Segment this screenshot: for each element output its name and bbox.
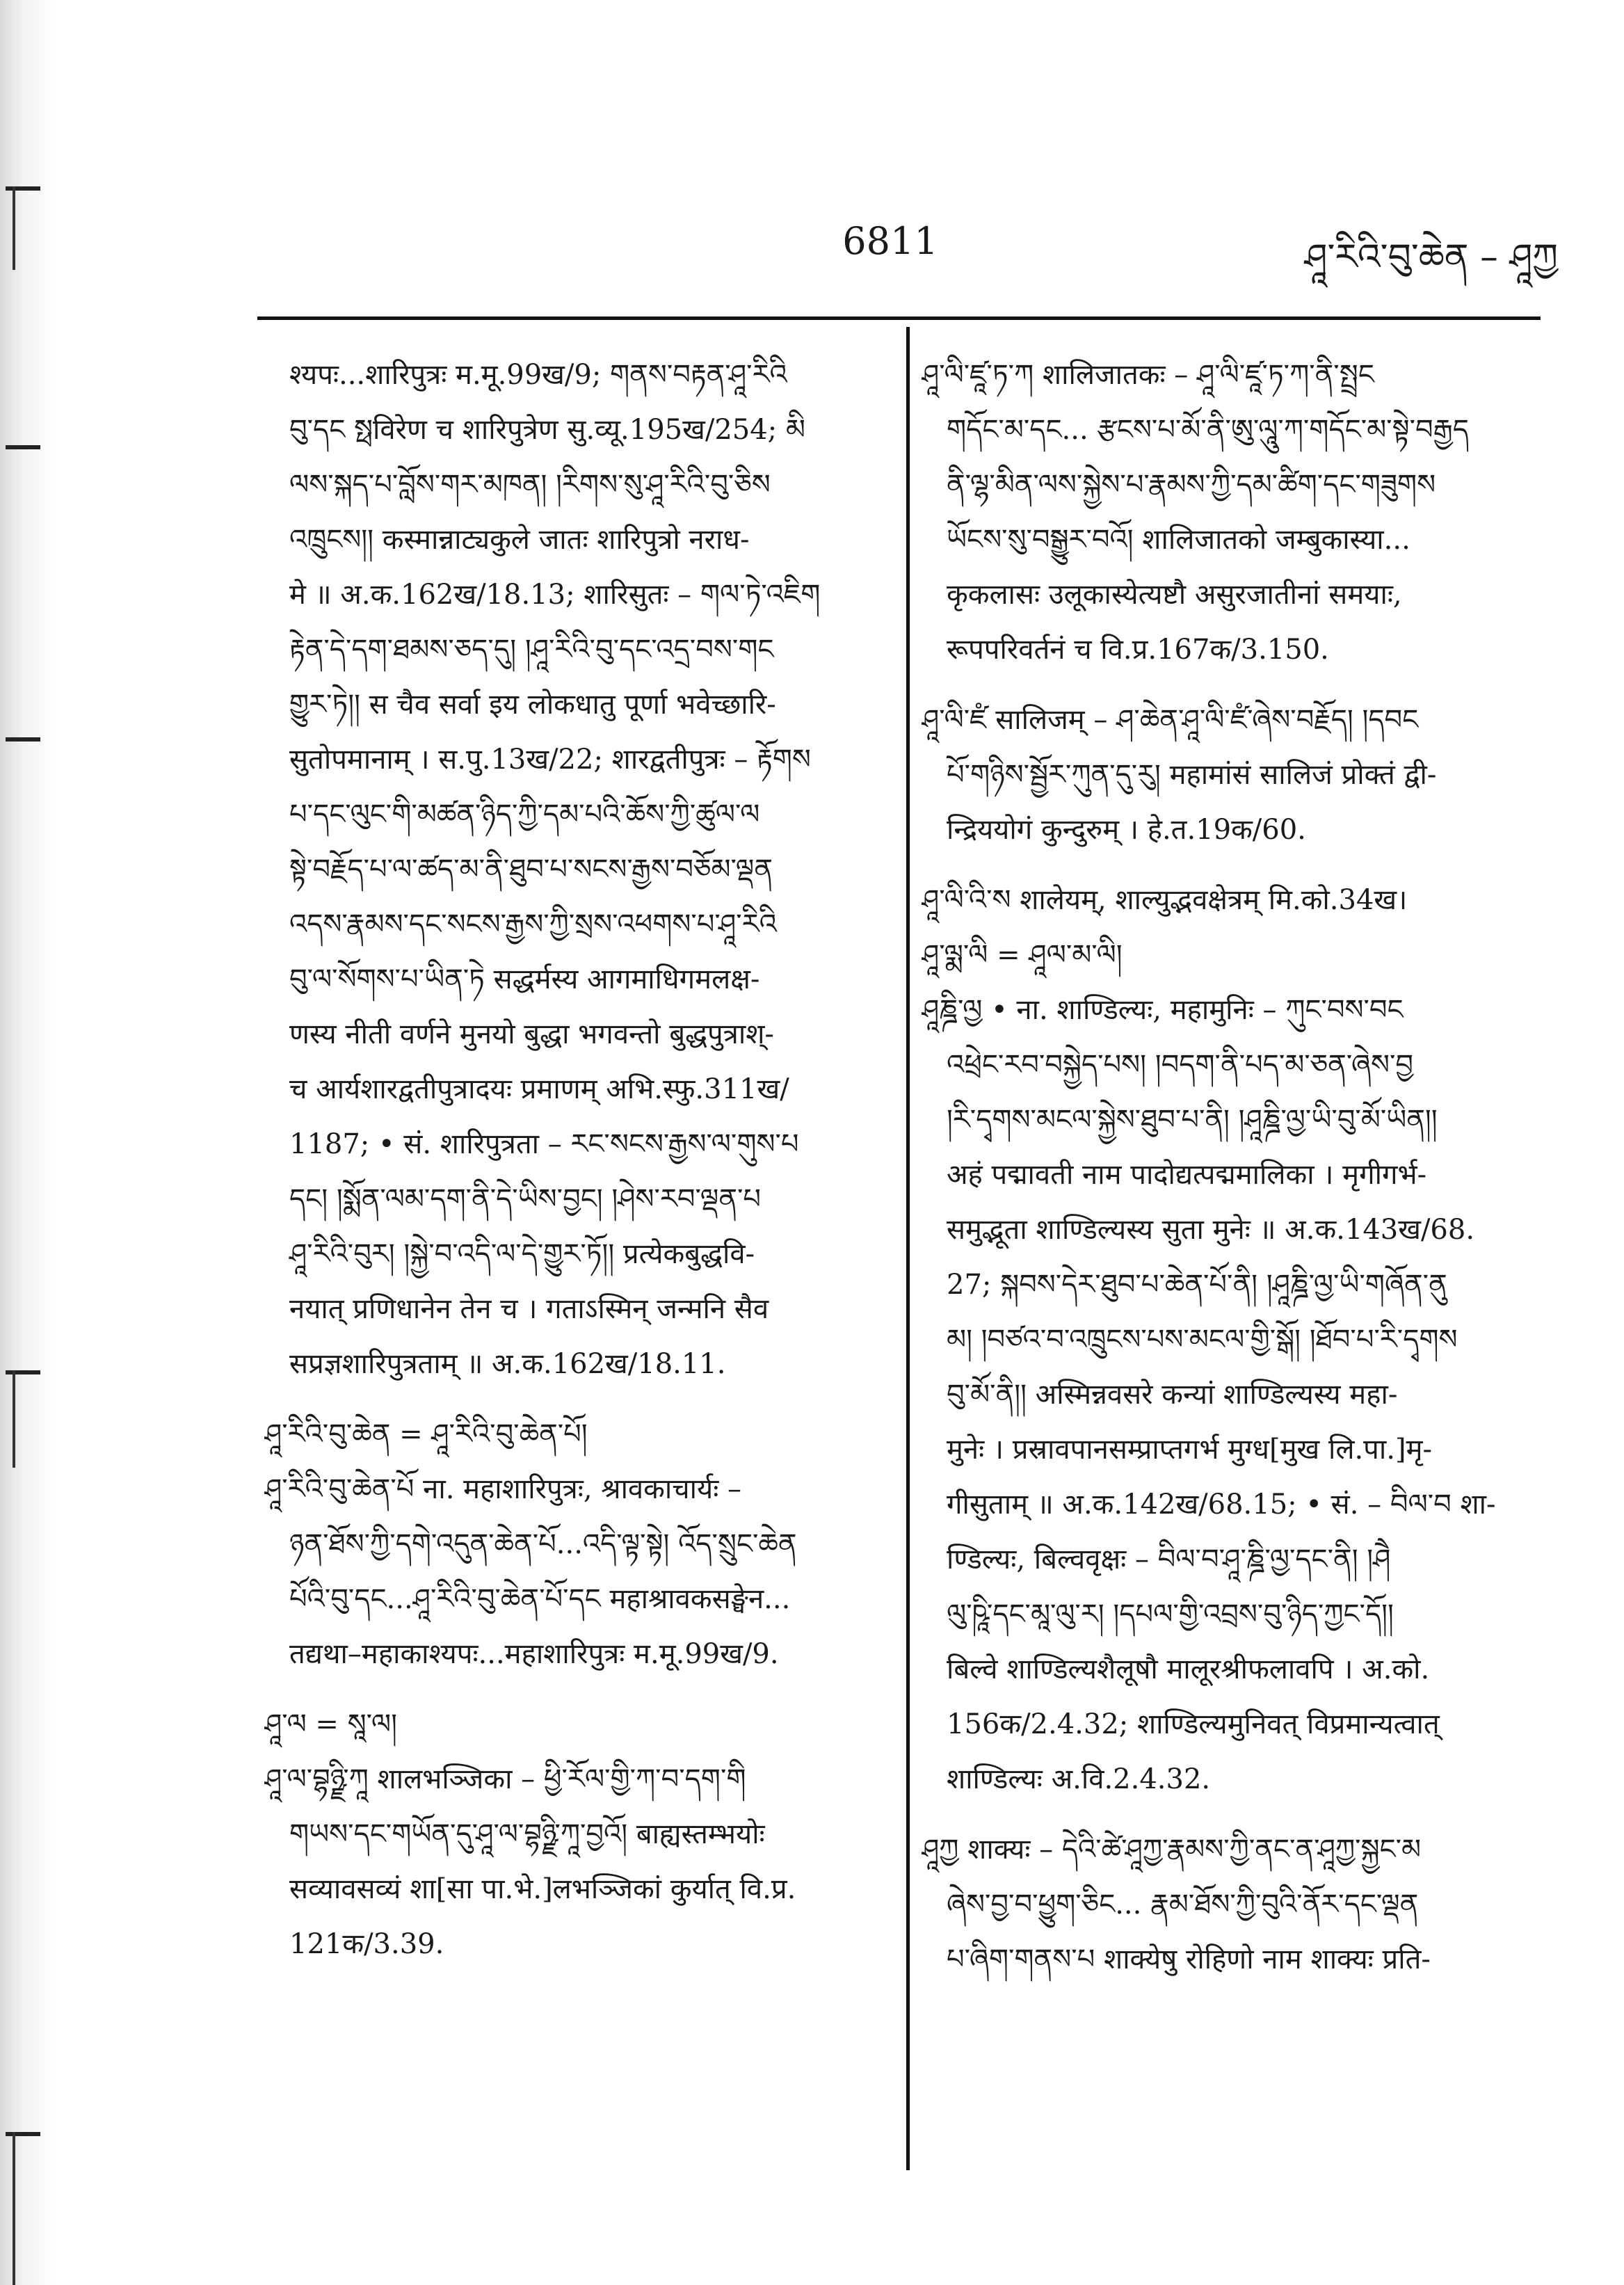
text-line: འདས་རྣམས་དང་སངས་རྒྱས་ཀྱི་སྲས་འཕགས་པ་ཤཱ་རིའི xyxy=(289,908,777,940)
text-line: गीसुताम् ॥ अ.क.142ख/68.15; • सं. – བིལ་བ शा- xyxy=(947,1489,1496,1521)
text-line: मे ॥ अ.क.162ख/18.13; शारिसुतः – གལ་ཏེ་འཇིག xyxy=(289,579,821,611)
text-line: कृकलासः उलूकास्येत्यष्टौ असुरजातीनां समयाः, xyxy=(947,579,1402,611)
text-line: ཤཱ་རིའི་བུ་ཆེན་པོ ना. महाशारिपुत्रः, श्रावकाचार्यः – xyxy=(264,1473,742,1505)
text-line: མ། །བཙའ་བ་འཁྲུངས་པས་མངལ་གྱི་སྒོ། །ཐོབ་པ་རི་དྭགས xyxy=(947,1324,1458,1356)
text-line: པ་ཞིག་གནས་པ शाक्येषु रोहिणो नाम शाक्यः प्रति- xyxy=(947,1943,1431,1975)
text-line: सव्यावसव्यं शा[सा पा.भे.]लभञ्जिकां कुर्यात् वि.प्र. xyxy=(289,1873,796,1905)
text-line: སྟེ་བརྗོད་པ་ལ་ཚད་མ་ནི་ཐུབ་པ་སངས་རྒྱས་བཅོམ་ལྡན xyxy=(289,853,773,885)
text-line: मुनेः । प्रस्रावपानसम्प्राप्तगर्भ मुग्ध[मुख लि.पा.]मृ- xyxy=(947,1434,1433,1466)
scan-mark xyxy=(6,186,40,191)
text-line: དང། །སྨོན་ལམ་དག་ནི་དེ་ཡིས་བྱང། །ཤེས་རབ་ལྡན་པ xyxy=(289,1183,762,1215)
text-line: बिल्वे शाण्डिल्यशैलूषौ मालूरश्रीफलावपि । अ.को. xyxy=(947,1653,1430,1685)
text-line: ཤཱ་ལི་འི་ས शालेयम्, शाल्युद्भवक्षेत्रम् मि.को.34ख। xyxy=(922,884,1408,916)
text-line: 27; སྐབས་དེར་ཐུབ་པ་ཆེན་པོ་ནི། །ཤཱཎྜི་ལྱ་ཡི་གཞོན་ནུ xyxy=(947,1269,1447,1301)
text-line: शाण्डिल्यः अ.वि.2.4.32. xyxy=(947,1763,1211,1795)
running-head: ཤཱ་རིའི་བུ་ཆེན – ཤཱཀྱ xyxy=(1304,236,1558,278)
entry-gap xyxy=(922,678,1541,693)
text-line: འཁྲུངས།། कस्मान्नाट्यकुले जातः शारिपुत्रो नराध- xyxy=(289,524,750,556)
scan-tick xyxy=(13,1370,15,1468)
text-line: न्द्रिययोगं कुन्दुरुम् । हे.त.19क/60. xyxy=(947,814,1306,846)
page-number: 6811 xyxy=(842,219,938,263)
text-line: समुद्भूता शाण्डिल्यस्य सुता मुनेः ॥ अ.क.143ख/68. xyxy=(947,1214,1475,1246)
text-line: ཤཱ་ལ = སཱ་ལ། xyxy=(264,1708,397,1740)
scan-mark xyxy=(6,1370,40,1374)
text-line: རྟེན་དེ་དག་ཐམས་ཅད་དུ། །ཤཱ་རིའི་བུ་དང་འདྲ་བས་གང xyxy=(289,634,774,666)
entry-gap xyxy=(922,858,1541,873)
entry-gap xyxy=(264,1392,876,1407)
text-line: ལུ་ཥཱི་དང་མཱ་ལུ་ར། །དཔལ་གྱི་འབྲས་བུ་ཉིད་ཀྱང་དོ།། xyxy=(947,1598,1394,1630)
scan-mark xyxy=(6,737,40,741)
text-line: བུ་དང སྥविरेण च शारिपुत्रेण सु.व्यू.195ख/254; མི xyxy=(289,414,805,446)
left-column xyxy=(264,348,876,1972)
text-line: པོའི་བུ་དང...ཤཱ་རིའི་བུ་ཆེན་པོ་དང महाश्रावकसङ्घेन... xyxy=(289,1583,791,1615)
text-line: श्यपः...शारिपुत्रः म.मू.99ख/9; གནས་བརྟན་ཤཱ་རིའི xyxy=(289,359,787,391)
text-line: ण्डिल्यः, बिल्ववृक्षः – བིལ་བ་ཤཱ་ཎྜི་ལྱ་དང་ནི། །ཤཻ xyxy=(947,1544,1391,1576)
text-line: 156क/2.4.32; शाण्डिल्यमुनिवत् विप्रमान्यत्वात् xyxy=(947,1708,1440,1740)
text-line: तद्यथा–महाकाश्यपः...महाशारिपुत्रः म.मू.99ख/9. xyxy=(289,1638,779,1670)
column-divider xyxy=(906,327,910,2170)
text-line: གཡས་དང་གཡོན་དུ་ཤཱ་ལ་བྷཉྫི་ཀཱ་བྱའོ། बाह्यस्तम्भयोः xyxy=(289,1818,765,1850)
text-line: ཞེས་བྱ་བ་ཕྱུག་ཅིང... རྣམ་ཐོས་ཀྱི་བུའི་ནོར་དང་ལྡན xyxy=(947,1889,1419,1921)
scan-tick xyxy=(13,186,15,270)
text-line: रूपपरिवर्तनं च वि.प्र.167क/3.150. xyxy=(947,634,1329,666)
text-line: ཤཱ་ལ་བྷཉྫི་ཀཱ शालभञ्जिका – ཕྱི་རོལ་གྱི་ཀ་བ་དག་གི xyxy=(264,1763,746,1795)
text-line: ཤཱ་རིའི་བུ་ཆེན = ཤཱ་རིའི་བུ་ཆེན་པོ། xyxy=(264,1418,588,1450)
text-line: གྱུར་ཏེ།། स चैव सर्वा इय लोकधातु पूर्णा भवेच्छारि- xyxy=(289,689,776,721)
text-line: अहं पद्मावती नाम पादोद्यत्पद्ममालिका । मृगीगर्भ- xyxy=(947,1159,1427,1191)
text-line: ཤཱ་ལི་ཛཾ सालिजम् – ཤ་ཆེན་ཤཱ་ལི་ཛཾ་ཞེས་བརྗོད། །དབང xyxy=(922,704,1419,736)
text-line: णस्य नीती वर्णने मुनयो बुद्धा भगवन्तो बुद्धपुत्राश्- xyxy=(289,1018,774,1050)
text-line: च आर्यशारद्वतीपुत्रादयः प्रमाणम् अभि.स्फु.311ख/ xyxy=(289,1073,789,1105)
text-line: བུ་མོ་ནི།། अस्मिन्नवसरे कन्यां शाण्डिल्यस्य महा- xyxy=(947,1379,1398,1411)
text-line: ཡོངས་སུ་བསྒྱུར་བའོ། शालिजातको जम्बुकास्या... xyxy=(947,524,1410,556)
text-line: ཤཱཎྜི་ལྱ • ना. शाण्डिल्यः, महामुनिः – ཀུང་བས་བང xyxy=(922,994,1404,1026)
entry-gap xyxy=(264,1682,876,1697)
text-line: པ་དང་ལུང་གི་མཚན་ཉིད་ཀྱི་དམ་པའི་ཆོས་ཀྱི་ཚུལ་ལ xyxy=(289,799,760,831)
text-line: ཤཱཀྱ शाक्यः – དེའི་ཚེ་ཤཱཀྱ་རྣམས་ཀྱི་ནང་ན་ཤཱཀྱ་སྐྱང་མ xyxy=(922,1834,1422,1866)
right-column xyxy=(922,348,1541,1987)
text-line: ལས་སྐད་པ་བློས་གར་མཁན། །རིགས་སུ་ཤཱ་རིའི་བུ་ཅིས xyxy=(289,469,771,501)
text-line: नयात् प्रणिधानेन तेन च । गताऽस्मिन् जन्मनि सैव xyxy=(289,1293,769,1325)
scan-mark xyxy=(6,445,40,449)
text-line: 1187; • सं. शारिपुत्रता – རང་སངས་རྒྱས་ལ་གུས་པ xyxy=(289,1128,799,1160)
scan-mark xyxy=(6,2132,40,2136)
text-line: ཤཱ་ལི་ཛཱ་ཏ་ཀ शालिजातकः – ཤཱ་ལི་ཛཱ་ཏ་ཀ་ནི་སྤྲང xyxy=(922,359,1374,391)
text-line: །རི་དྭགས་མངལ་སྐྱེས་ཐུབ་པ་ནི། །ཤཱཎྜི་ལྱ་ཡི་བུ་མོ་ཡིན།། xyxy=(947,1104,1438,1136)
text-line: 121क/3.39. xyxy=(289,1928,444,1960)
text-line: བུ་ལ་སོགས་པ་ཡིན་ཏེ सद्धर्मस्य आगमाधिगमलक्ष- xyxy=(289,963,760,995)
text-line: གདོང་མ་དང... རྩངས་པ་མོ་ནི་ཨུ་ལཱུ་ཀ་གདོང་མ་སྟེ་བརྒྱད xyxy=(947,414,1469,446)
text-line: सप्रज्ञशारिपुत्रताम् ॥ अ.क.162ख/18.11. xyxy=(289,1348,726,1380)
header-rule xyxy=(257,316,1541,320)
text-line: ཤཱ་ལྨ་ལི = ཤཱལ་མ་ལི། xyxy=(922,939,1123,971)
text-line: ནི་ལྷ་མིན་ལས་སྐྱེས་པ་རྣམས་ཀྱི་དམ་ཚིག་དང་གཟུགས xyxy=(947,469,1436,501)
scan-tick xyxy=(13,2132,15,2285)
text-line: ཤཱ་རིའི་བུར། །སྐྱེ་བ་འདི་ལ་དེ་གྱུར་ཏོ།། प्रत्येकबुद्धवि- xyxy=(289,1238,755,1270)
text-line: པོ་གཉིས་སྦྱོར་ཀུན་དུ་རུ། महामांसं सालिजं प्रोक्तं द्वी- xyxy=(947,759,1437,791)
text-line: सुतोपमानाम् । स.पु.13ख/22; शारद्वतीपुत्रः – རྟོགས xyxy=(289,744,811,776)
scan-edge xyxy=(0,0,56,2285)
entry-gap xyxy=(922,1807,1541,1822)
text-line: ཉན་ཐོས་ཀྱི་དགེ་འདུན་ཆེན་པོ...འདི་ལྟ་སྟེ། འོད་སྲུང་ཆེན xyxy=(289,1528,797,1560)
text-line: འཕྲེང་རབ་བསྐྱེད་པས། །བདག་ནི་པད་མ་ཅན་ཞེས་བྱ xyxy=(947,1049,1414,1081)
